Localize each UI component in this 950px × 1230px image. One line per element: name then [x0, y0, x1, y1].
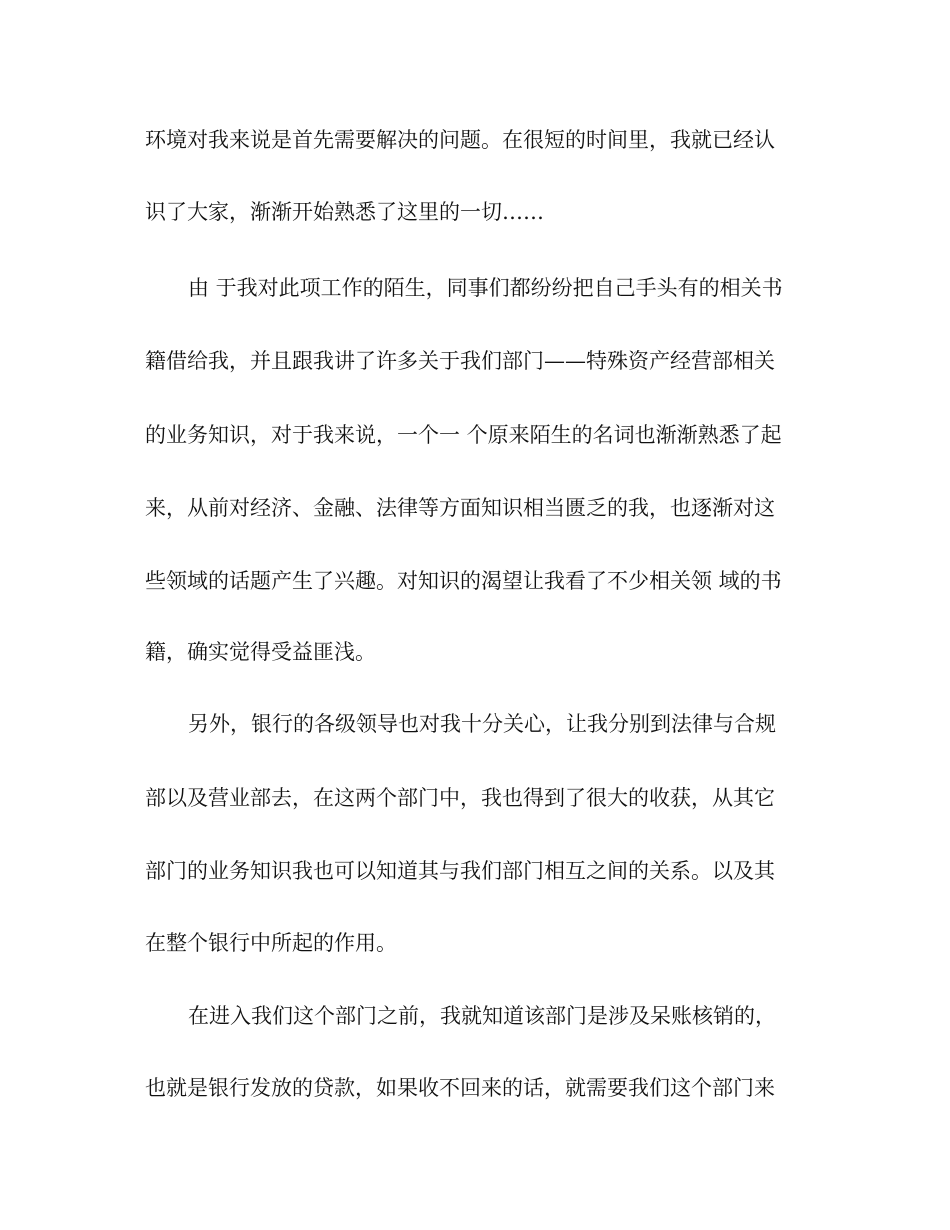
text-line: 识了大家，渐渐开始熟悉了这里的一切……: [145, 200, 544, 224]
text-line: 部门的业务知识我也可以知道其与我们部门相互之间的关系。以及其: [145, 859, 775, 883]
text-line: 在整个银行中所起的作用。: [145, 931, 397, 955]
paragraph-first-line: 在进入我们这个部门之前，我就知道该部门是涉及呆账核销的，: [188, 1004, 776, 1028]
text-line: 也就是银行发放的贷款，如果收不回来的话，就需要我们这个部门来: [145, 1076, 775, 1100]
paragraph-first-line: 另外，银行的各级领导也对我十分关心，让我分别到法律与合规: [188, 712, 776, 736]
text-line: 些领域的话题产生了兴趣。对知识的渴望让我看了不少相关领 域的书: [145, 569, 782, 593]
text-line: 部以及营业部去，在这两个部门中，我也得到了很大的收获，从其它: [145, 786, 775, 810]
text-line: 来，从前对经济、金融、法律等方面知识相当匮乏的我，也逐渐对这: [145, 496, 775, 520]
text-line: 籍借给我，并且跟我讲了许多关于我们部门——特殊资产经营部相关: [145, 349, 775, 373]
text-line: 的业务知识，对于我来说，一个一 个原来陌生的名词也渐渐熟悉了起: [145, 423, 782, 447]
paragraph-first-line: 由 于我对此项工作的陌生，同事们都纷纷把自己手头有的相关书: [188, 276, 783, 300]
text-line: 环境对我来说是首先需要解决的问题。在很短的时间里，我就已经认: [145, 128, 775, 152]
text-line: 籍，确实觉得受益匪浅。: [145, 640, 376, 664]
